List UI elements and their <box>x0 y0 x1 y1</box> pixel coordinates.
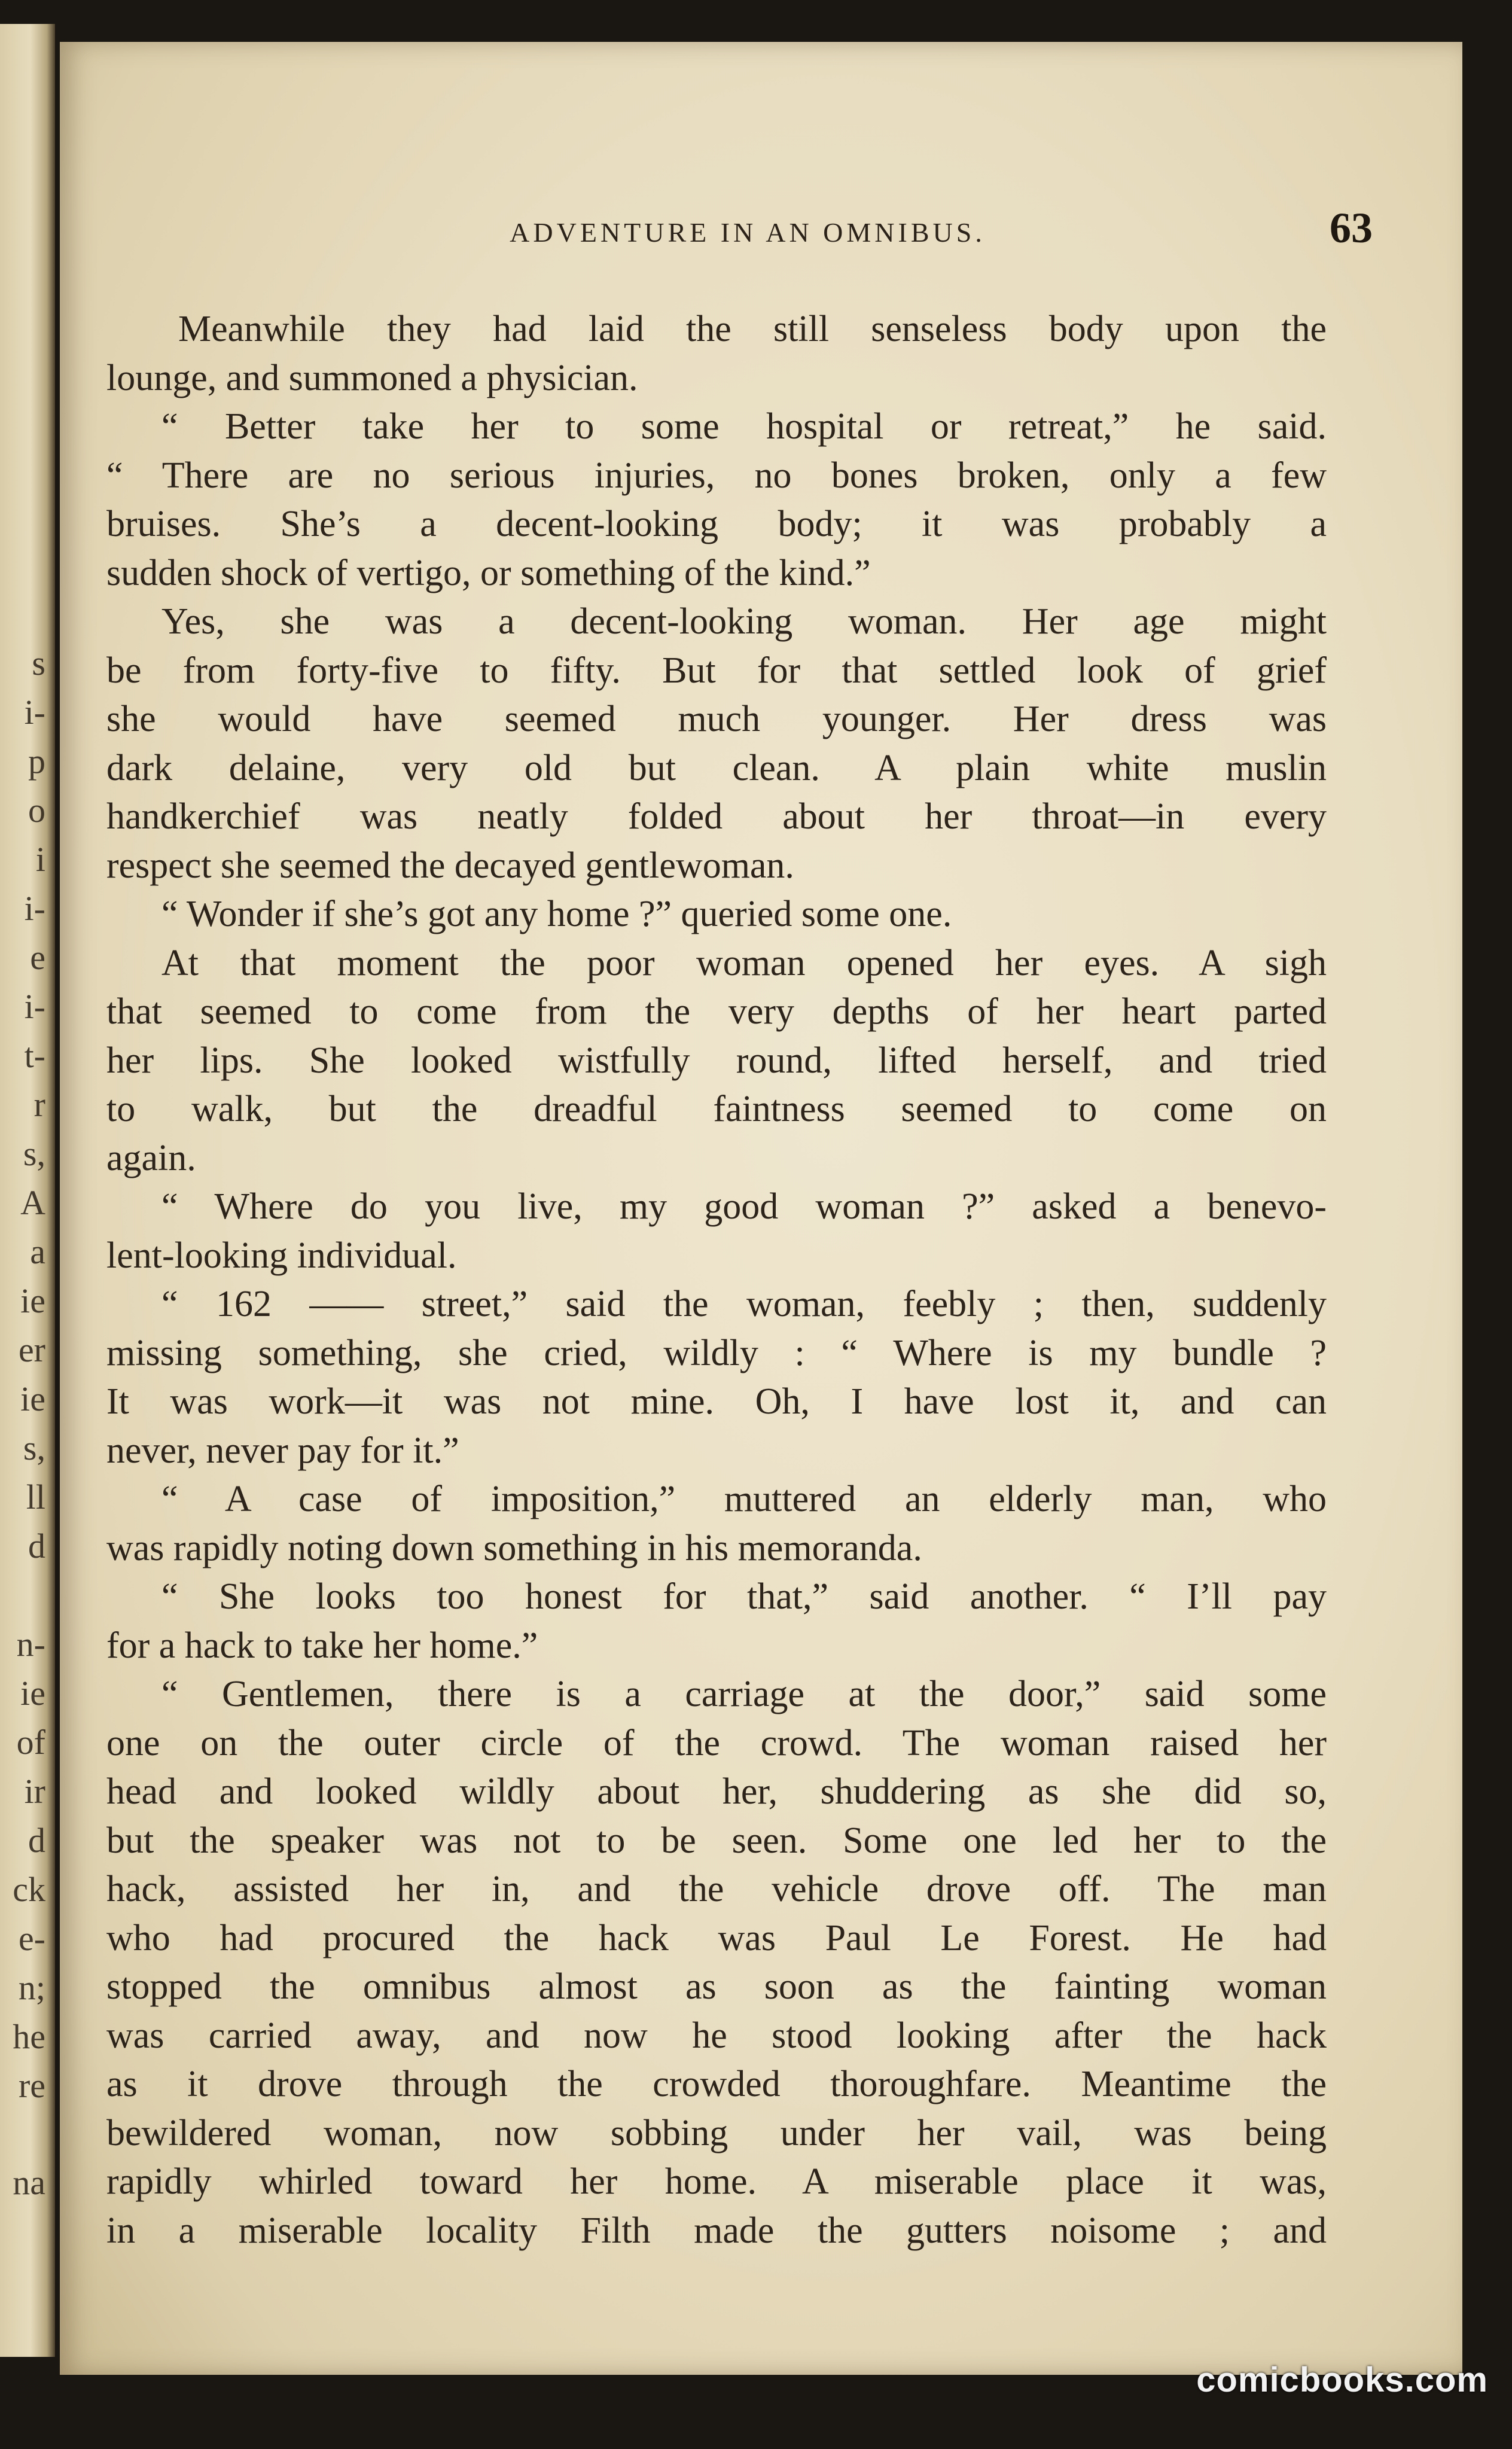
prev-page-fragment: p <box>28 742 45 781</box>
prev-page-fragment: d <box>28 1527 45 1565</box>
text-line: lounge, and summoned a physician. <box>106 357 638 398</box>
text-line: “ Better take her to some hospital or retreat,” he said. <box>161 406 1327 447</box>
prev-page-fragment: i- <box>24 987 45 1026</box>
text-line: “ 162 —— street,” said the woman, feebly ; then, suddenly <box>161 1284 1327 1324</box>
prev-page-fragment: o <box>28 791 45 830</box>
prev-page-fragment: n; <box>18 1968 45 2007</box>
text-line: “ She looks too honest for that,” said another. “ I’ll pay <box>161 1576 1327 1617</box>
prev-page-fragment: re <box>18 2066 45 2105</box>
text-line: It was work—it was not mine. Oh, I have lost it, and can <box>106 1381 1327 1422</box>
prev-page-fragment: ie <box>20 1674 45 1713</box>
text-line: again. <box>106 1137 196 1178</box>
text-line: handkerchief was neatly folded about her throat—in every <box>106 796 1327 837</box>
text-line: hack, assisted her in, and the vehicle drove off. The man <box>106 1869 1327 1909</box>
prev-page-fragment: of <box>16 1723 45 1762</box>
text-line: bewildered woman, now sobbing under her vail, was being <box>106 2112 1327 2153</box>
prev-page-fragment: ie <box>20 1379 45 1418</box>
prev-page-fragment: s <box>32 644 45 683</box>
text-line: one on the outer circle of the crowd. The woman raised her <box>106 1722 1327 1763</box>
text-line: “ Where do you live, my good woman ?” asked a benevo- <box>161 1186 1327 1227</box>
prev-page-fragment: s, <box>23 1134 45 1173</box>
text-line: Meanwhile they had laid the still senseless body upon the <box>178 309 1327 349</box>
site-watermark: comicbooks.com <box>1196 2360 1488 2399</box>
prev-page-fragment: i- <box>24 693 45 732</box>
text-line: Yes, she was a decent-looking woman. Her age might <box>161 601 1327 642</box>
prev-page-fragment: e- <box>18 1919 45 1958</box>
text-line: “ Wonder if she’s got any home ?” queried some one. <box>161 894 952 934</box>
text-line: her lips. She looked wistfully round, lifted herself, and tried <box>106 1040 1327 1081</box>
text-line: missing something, she cried, wildly : “ Where is my bundle ? <box>106 1332 1327 1373</box>
text-line: as it drove through the crowded thoroughfare. Meantime the <box>106 2064 1327 2104</box>
body-text <box>106 305 1327 2255</box>
text-line: was carried away, and now he stood looking after the hack <box>106 2015 1327 2056</box>
text-line: for a hack to take her home.” <box>106 1625 538 1666</box>
text-line: dark delaine, very old but clean. A plain white muslin <box>106 747 1327 788</box>
running-title: ADVENTURE IN AN OMNIBUS. <box>510 217 986 248</box>
text-line: “ Gentlemen, there is a carriage at the door,” said some <box>161 1674 1327 1714</box>
prev-page-fragment: na <box>13 2163 45 2202</box>
book-page <box>60 42 1462 2375</box>
text-line: that seemed to come from the very depths of her heart parted <box>106 991 1327 1032</box>
page-number: 63 <box>1330 204 1373 252</box>
prev-page-fragment: a <box>30 1232 45 1271</box>
text-line: rapidly whirled toward her home. A miserable place it was, <box>106 2161 1327 2202</box>
text-line: At that moment the poor woman opened her eyes. A sigh <box>161 942 1327 983</box>
prev-page-fragment: t- <box>24 1036 45 1075</box>
running-head <box>60 179 1462 251</box>
text-line: “ A case of imposition,” muttered an elderly man, who <box>161 1479 1327 1519</box>
text-line: in a miserable locality Filth made the gutters noisome ; and <box>106 2210 1327 2251</box>
text-line: but the speaker was not to be seen. Some one led her to the <box>106 1820 1327 1861</box>
prev-page-fragment: i- <box>24 889 45 928</box>
text-line: be from forty-five to fifty. But for that settled look of grief <box>106 650 1327 691</box>
text-line: stopped the omnibus almost as soon as the fainting woman <box>106 1966 1327 2007</box>
prev-page-fragment: n- <box>16 1625 45 1664</box>
prev-page-fragment: i <box>35 840 45 879</box>
prev-page-fragment: ie <box>20 1281 45 1320</box>
prev-page-fragment: er <box>18 1330 45 1369</box>
text-line: she would have seemed much younger. Her dress was <box>106 699 1327 739</box>
prev-page-fragment: ll <box>26 1478 45 1516</box>
text-line: sudden shock of vertigo, or something of the kind.” <box>106 552 871 593</box>
text-line: respect she seemed the decayed gentlewoman. <box>106 845 794 886</box>
text-line: never, never pay for it.” <box>106 1430 459 1471</box>
prev-page-fragment: he <box>13 2017 45 2056</box>
text-line: lent-looking individual. <box>106 1235 457 1276</box>
prev-page-fragment: A <box>20 1183 45 1222</box>
prev-page-fragment: ir <box>24 1772 45 1811</box>
text-line: who had procured the hack was Paul Le Forest. He had <box>106 1917 1327 1958</box>
text-line: “ There are no serious injuries, no bones broken, only a few <box>106 455 1327 496</box>
text-line: bruises. She’s a decent-looking body; it was probably a <box>106 504 1327 544</box>
previous-page-edge <box>0 24 55 2357</box>
text-line: to walk, but the dreadful faintness seemed to come on <box>106 1089 1327 1129</box>
text-line: head and looked wildly about her, shuddering as she did so, <box>106 1771 1327 1812</box>
prev-page-fragment: s, <box>23 1428 45 1467</box>
text-line: was rapidly noting down something in his memoranda. <box>106 1527 922 1568</box>
prev-page-fragment: r <box>33 1085 45 1124</box>
prev-page-fragment: ck <box>13 1870 45 1909</box>
prev-page-fragment: e <box>30 938 45 977</box>
prev-page-fragment: d <box>28 1821 45 1860</box>
